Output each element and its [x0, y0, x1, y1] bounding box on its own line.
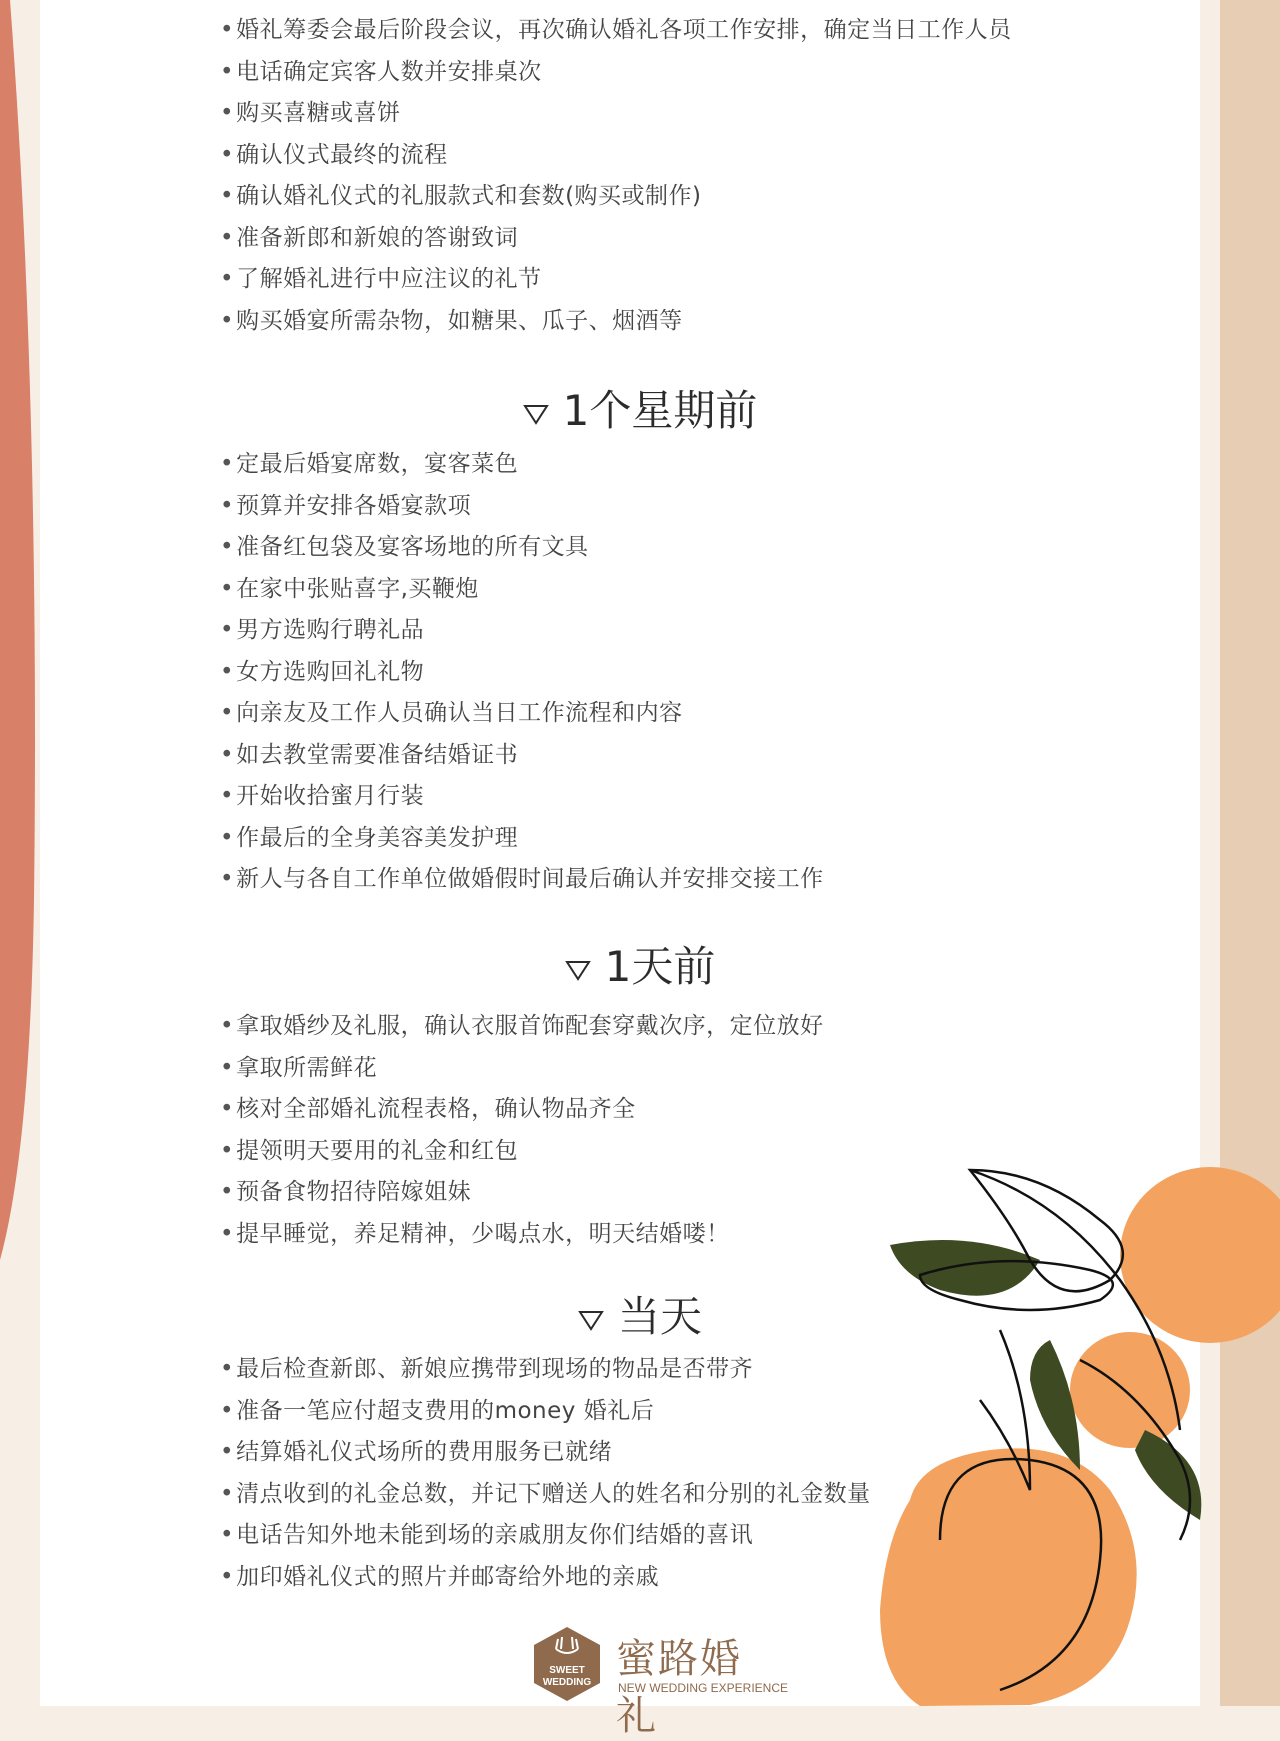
list-item: • 作最后的全身美容美发护理 [220, 818, 824, 860]
list-item: • 提领明天要用的礼金和红包 [220, 1131, 824, 1173]
list-item: • 最后检查新郎、新娘应携带到现场的物品是否带齐 [220, 1349, 871, 1391]
list-item: • 拿取所需鲜花 [220, 1048, 824, 1090]
list-item: • 婚礼筹委会最后阶段会议，再次确认婚礼各项工作安排，确定当日工作人员 [220, 10, 1012, 52]
list-item: • 确认仪式最终的流程 [220, 135, 1012, 177]
badge-text-line2: WEDDING [542, 1677, 592, 1688]
leaf-shape [890, 1240, 1040, 1296]
section-heading-1-day [0, 934, 1280, 994]
list-item: • 新人与各自工作单位做婚假时间最后确认并安排交接工作 [220, 859, 824, 901]
brand-name: 蜜路婚礼 [616, 1636, 742, 1739]
badge-text-line1: SWEET [549, 1665, 585, 1676]
list-item: • 预备食物招待陪嫁姐妹 [220, 1172, 824, 1214]
list-item: • 开始收拾蜜月行装 [220, 776, 824, 818]
leaf-shape [1135, 1430, 1201, 1520]
section-the-day-list [220, 1349, 871, 1598]
list-item: • 购买婚宴所需杂物，如糖果、瓜子、烟酒等 [220, 301, 1012, 343]
section-1-week-list [220, 444, 824, 901]
list-item: • 了解婚礼进行中应注议的礼节 [220, 259, 1012, 301]
list-item: • 结算婚礼仪式场所的费用服务已就绪 [220, 1432, 871, 1474]
list-item: • 定最后婚宴席数，宴客菜色 [220, 444, 824, 486]
triangle-down-icon [565, 959, 591, 981]
left-decorative-band [0, 0, 40, 1706]
list-item: • 加印婚礼仪式的照片并邮寄给外地的亲戚 [220, 1557, 871, 1599]
section-heading-text: 1个星期前 [562, 386, 758, 435]
triangle-down-icon [578, 1309, 604, 1331]
section-heading-text: 当天 [617, 1292, 702, 1341]
list-item: • 提早睡觉，养足精神，少喝点水，明天结婚喽！ [220, 1214, 824, 1256]
list-item: • 男方选购行聘礼品 [220, 610, 824, 652]
section-continued [220, 10, 1012, 342]
peach-leaf-illustration [880, 1160, 1280, 1706]
list-item: • 清点收到的礼金总数，并记下赠送人的姓名和分别的礼金数量 [220, 1474, 871, 1516]
list-item: • 电话告知外地未能到场的亲戚朋友你们结婚的喜讯 [220, 1515, 871, 1557]
section-heading-1-week [0, 378, 1280, 438]
section-heading-text: 1天前 [604, 942, 716, 991]
list-item: • 确认婚礼仪式的礼服款式和套数(购买或制作) [220, 176, 1012, 218]
list-item: • 电话确定宾客人数并安排桌次 [220, 52, 1012, 94]
list-item: • 准备红包袋及宴客场地的所有文具 [220, 527, 824, 569]
brand-logo [528, 1625, 789, 1739]
list-item: • 在家中张贴喜字,买鞭炮 [220, 569, 824, 611]
brand-tagline: NEW WEDDING EXPERIENCE [618, 1681, 789, 1695]
triangle-down-icon [523, 403, 549, 425]
section-1-day-list [220, 1006, 824, 1255]
list-item: • 购买喜糖或喜饼 [220, 93, 1012, 135]
list-item: • 女方选购回礼礼物 [220, 652, 824, 694]
list-item: • 预算并安排各婚宴款项 [220, 486, 824, 528]
list-item: • 拿取婚纱及礼服，确认衣服首饰配套穿戴次序，定位放好 [220, 1006, 824, 1048]
list-item: • 准备一笔应付超支费用的money 婚礼后 [220, 1391, 871, 1433]
list-item: • 向亲友及工作人员确认当日工作流程和内容 [220, 693, 824, 735]
deer-badge-icon [528, 1625, 606, 1703]
list-item: • 核对全部婚礼流程表格，确认物品齐全 [220, 1089, 824, 1131]
list-item: • 准备新郎和新娘的答谢致词 [220, 218, 1012, 260]
list-item: • 如去教堂需要准备结婚证书 [220, 735, 824, 777]
